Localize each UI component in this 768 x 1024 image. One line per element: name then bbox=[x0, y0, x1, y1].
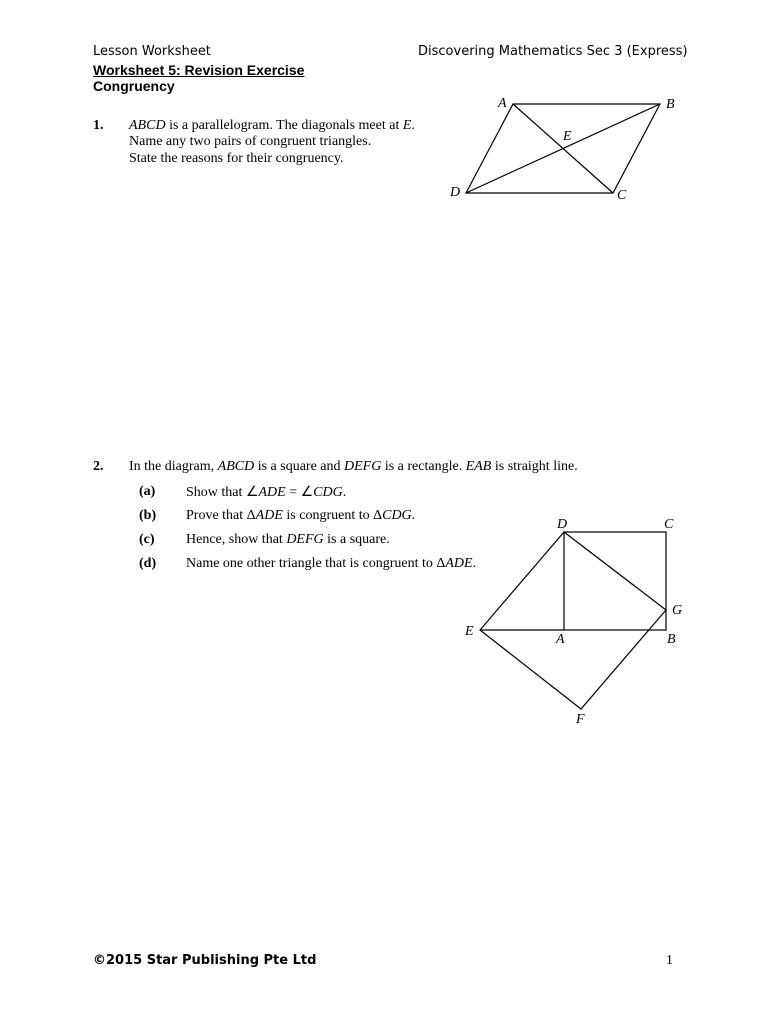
worksheet-title: Worksheet 5: Revision Exercise bbox=[93, 62, 305, 78]
header-right: Discovering Mathematics Sec 3 (Express) bbox=[418, 44, 688, 59]
q1-number: 1. bbox=[93, 118, 104, 133]
q2-intro: In the diagram, ABCD is a square and DEFG is a rectangle. EAB is straight line. bbox=[129, 459, 578, 474]
q1-line2: Name any two pairs of congruent triangles. bbox=[129, 134, 372, 149]
q2-part-c-text: Hence, show that DEFG is a square. bbox=[186, 532, 390, 547]
label-d: D bbox=[450, 185, 461, 200]
q2-part-d-text: Name one other triangle that is congruent to ΔADE. bbox=[186, 556, 477, 571]
label-a: A bbox=[498, 96, 507, 111]
label-b: B bbox=[666, 97, 675, 112]
square-abcd bbox=[564, 532, 666, 630]
page-number: 1 bbox=[666, 953, 673, 968]
rectangle-defg bbox=[480, 532, 666, 709]
label-e: E bbox=[563, 129, 572, 144]
q1-line3: State the reasons for their congruency. bbox=[129, 151, 344, 166]
label-b2: B bbox=[667, 632, 676, 647]
label-d2: D bbox=[557, 517, 568, 532]
worksheet-topic: Congruency bbox=[93, 78, 175, 94]
q2-number: 2. bbox=[93, 459, 104, 474]
footer-copyright: ©2015 Star Publishing Pte Ltd bbox=[93, 953, 317, 968]
q1-line1: ABCD is a parallelogram. The diagonals meet at E. bbox=[129, 118, 415, 133]
q2-part-a-label: (a) bbox=[139, 484, 156, 499]
label-c: C bbox=[617, 188, 627, 203]
q2-part-c-label: (c) bbox=[139, 532, 155, 547]
label-e2: E bbox=[465, 624, 474, 639]
header-left: Lesson Worksheet bbox=[93, 44, 211, 59]
q2-part-b-label: (b) bbox=[139, 508, 157, 523]
q2-part-b-text: Prove that ΔADE is congruent to ΔCDG. bbox=[186, 508, 416, 523]
label-a2: A bbox=[556, 632, 565, 647]
label-g2: G bbox=[672, 603, 683, 618]
label-f2: F bbox=[576, 712, 585, 727]
label-c2: C bbox=[664, 517, 674, 532]
q2-part-d-label: (d) bbox=[139, 556, 157, 571]
q2-part-a-text: Show that ∠ADE = ∠CDG. bbox=[186, 485, 347, 500]
